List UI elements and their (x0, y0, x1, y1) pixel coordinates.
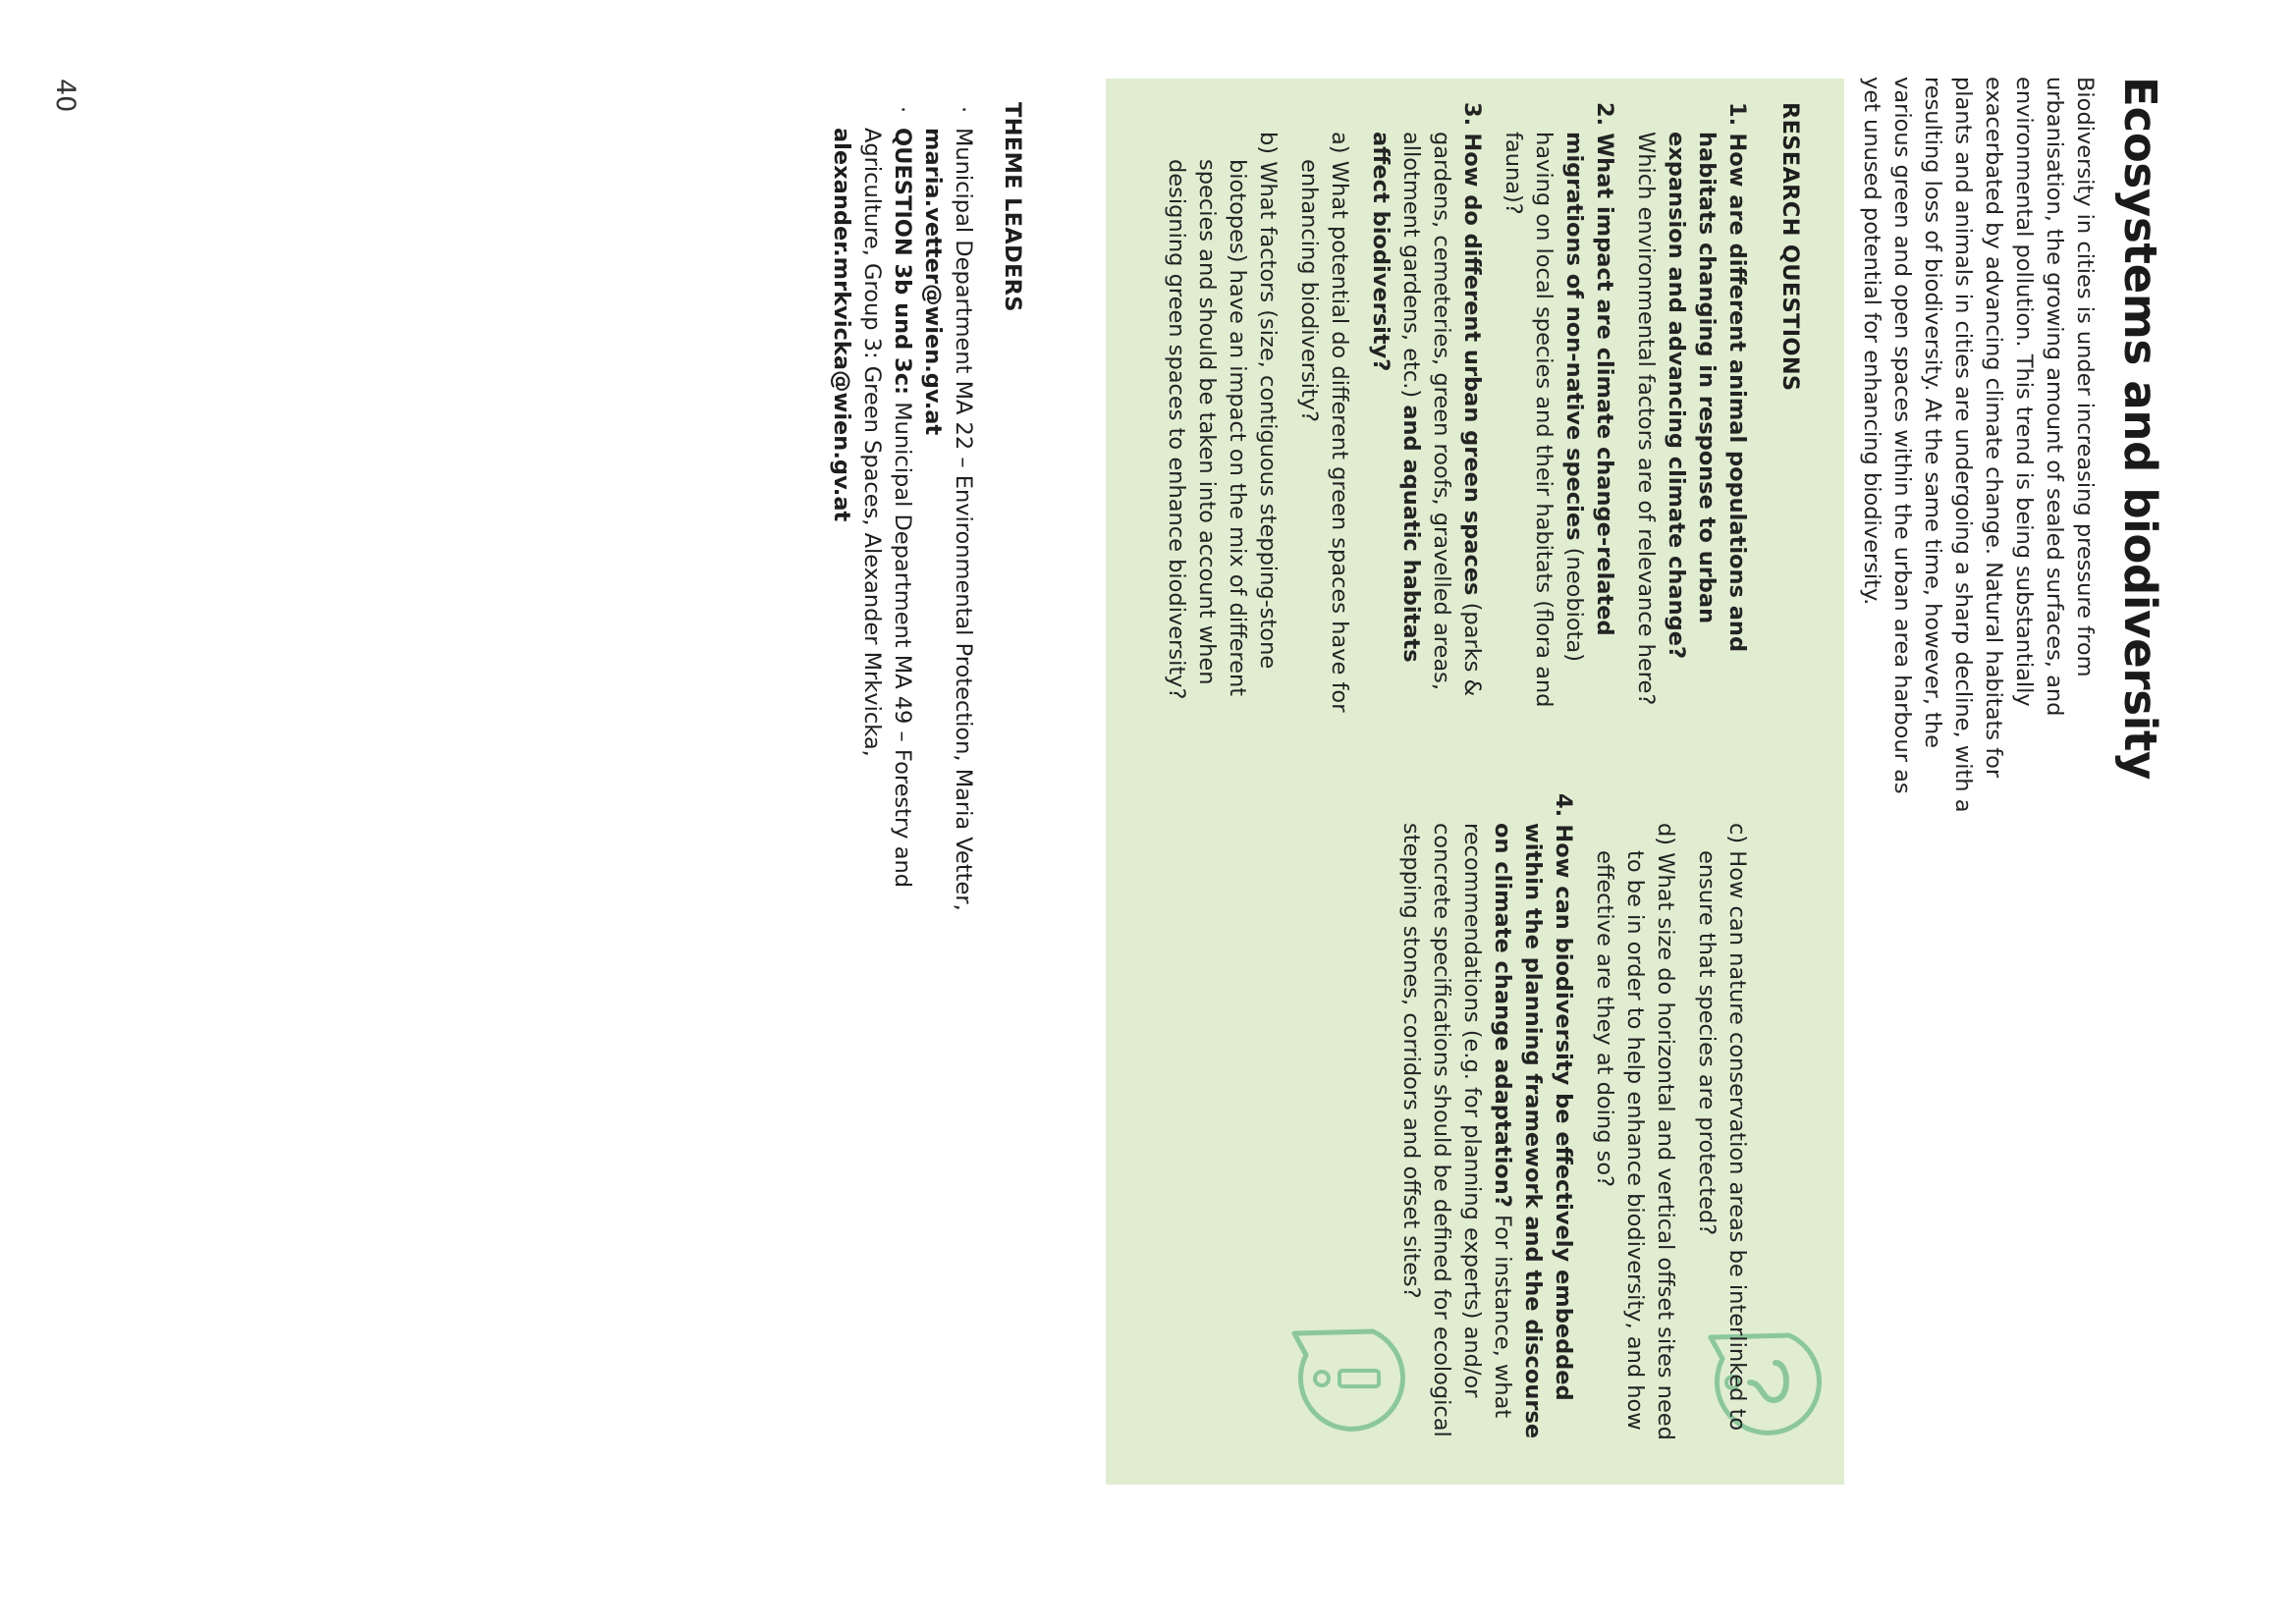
theme-leader-item: · Municipal Department MA 22 – Environmental Protection, Maria Vetter, maria.vetter@wien.gv.at (920, 106, 976, 911)
research-questions-heading: RESEARCH QUESTIONS (1777, 102, 1803, 392)
page-number: 40 (50, 79, 81, 113)
research-question-3: 3. How do different urban green spaces (parks & gardens, cemeteries, green roofs, gravelled areas, allotment gardens, etc.) and aquatic habitats affect biodiversity? (1368, 102, 1485, 697)
research-question-4: 4. How can biodiversity be effectively embedded within the planning framework and the discourse on climate change adaptation? For instance, what recommendations (e.g. for planning experts) and/or concrete specifications should be defined for ecological stepping stones, corridors and offset sites? (1398, 793, 1576, 1439)
email-link[interactable]: maria.vetter@wien.gv.at (920, 128, 946, 436)
exclamation-bubble-icon (1284, 1312, 1410, 1437)
research-question-3b: b) What factors (size, contiguous stepping-stone biotopes) have an impact on the mix of different species and should be taken into account when designing green spaces to enhance biodiversity? (1164, 132, 1281, 700)
research-question-3a: a) What potential do different green spaces have for enhancing biodiversity? (1296, 132, 1352, 713)
intro-paragraph: Biodiversity in cities is under increasing pressure from urbanisation, the growing amount of sealed surfaces, and environmental pollution. This trend is being substantially exacerbated by advancing climate change. Natural habitats for plants and animals in cities are undergoing a sharp decline, with a resulting loss of biodiversity. At the same time, however, the various green and open spaces within the urban area harbour as yet unused potential for enhancing biodiversity. (1859, 77, 2098, 813)
research-question-2: 2. What impact are climate change-related migrations of non-native species (neobiota) having on local species and their habitats (flora and fauna)? (1501, 102, 1617, 708)
theme-leaders-heading: THEME LEADERS (1000, 102, 1025, 312)
email-link[interactable]: alexander.mrkvicka@wien.gv.at (829, 128, 854, 522)
page-title: Ecosystems and biodiversity (2114, 77, 2166, 781)
research-question-1: 1. How are different animal populations and habitats changing in response to urban expansion and advancing climate change? Which environmental factors are of relevance here? (1633, 102, 1750, 706)
theme-leader-item: · QUESTION 3b und 3c: Municipal Department MA 49 – Forestry and Agriculture, Group 3: Green Spaces, Alexander Mrkvicka, alexander.mrkvicka@wien.gv.at (829, 106, 915, 889)
research-column-right (1385, 793, 1752, 1446)
research-question-3c: c) How can nature conservation areas be interlinked to ensure that species are protected? (1694, 823, 1750, 1432)
theme-leaders-list (826, 102, 978, 1005)
research-column-left (1150, 102, 1752, 731)
research-question-3d: d) What size do horizontal and vertical offset sites need to be in order to help enhance biodiversity, and how effective are they at doing so? (1592, 823, 1678, 1440)
